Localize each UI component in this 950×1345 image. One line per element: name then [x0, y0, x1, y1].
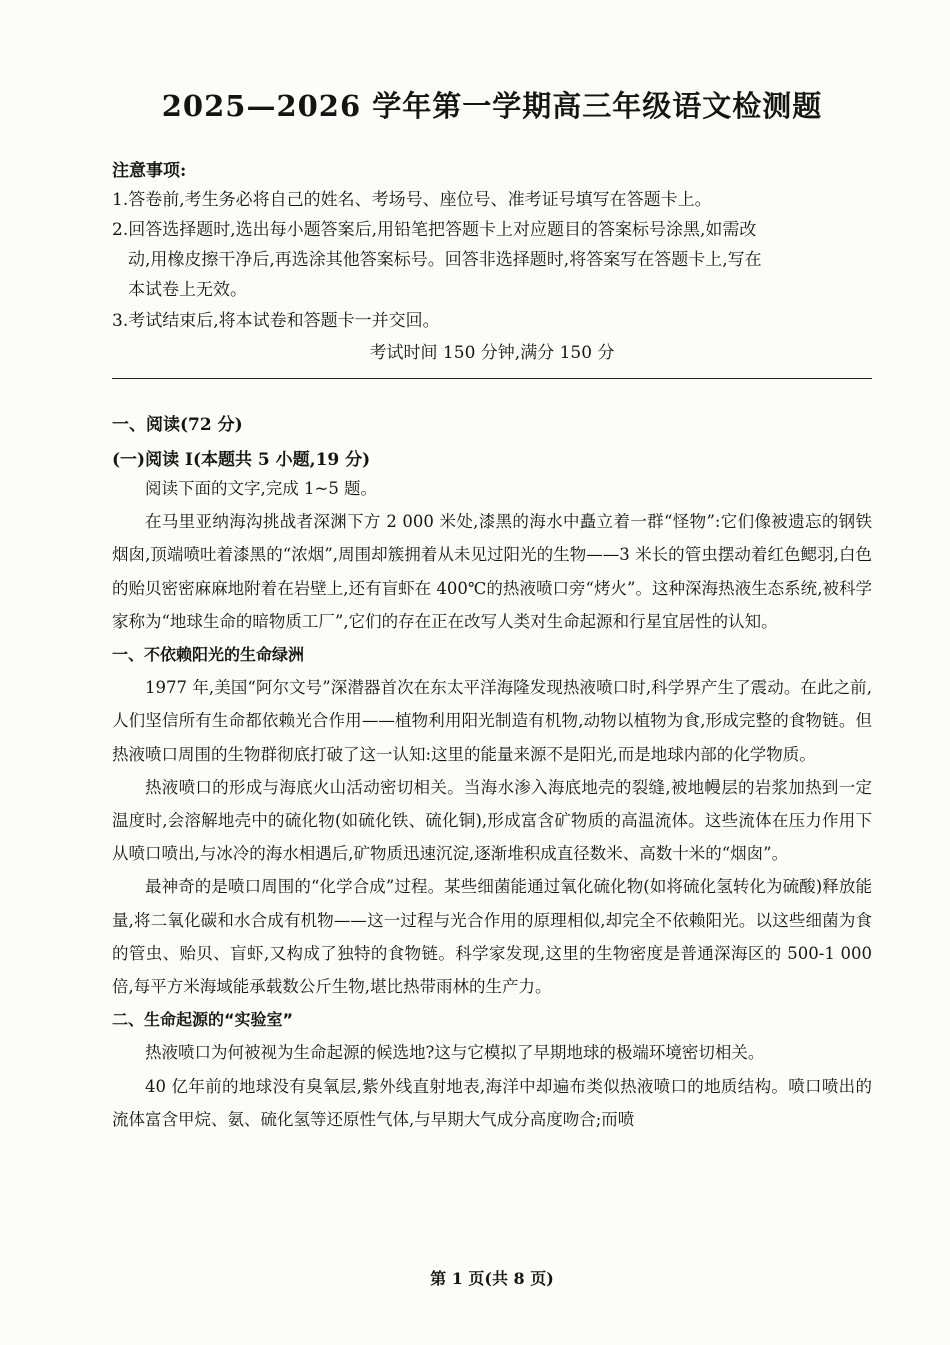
page-title: 2025—2026 学年第一学期高三年级语文检测题 [161, 89, 823, 123]
note-item-2-end: 本试卷上无效。 [128, 280, 247, 300]
page-footer: 第 1 页(共 8 页) [430, 1269, 554, 1288]
paragraph-6: 40 亿年前的地球没有臭氧层,紫外线直射地表,海洋中却遍布类似热液喷口的地质结构。喷口喷出的流体富含甲烷、氨、硫化氢等还原性气体,与早期大气成分高度吻合;而喷 [112, 1076, 872, 1129]
instruction: 阅读下面的文字,完成 1~5 题。 [145, 479, 378, 498]
divider [112, 378, 872, 379]
paragraph-4: 最神奇的是喷口周围的“化学合成”过程。某些细菌能通过氧化硫化物(如将硫化氢转化为硫酸)释放能量,将二氧化碳和水合成有机物——这一过程与光合作用的原理相似,却完全不依赖阳光。以这些细菌为食的管虫、贻贝、盲虾,又构成了独特的食物链。科学家发现,这里的生物密度是普通深海区的 500-1 000 倍,每平方米海域能承载数公斤生物,堪比热带雨林的生产力。 [112, 877, 872, 997]
note-item-3: 3.考试结束后,将本试卷和答题卡一并交回。 [112, 311, 440, 331]
paragraph-5: 热液喷口为何被视为生命起源的候选地?这与它模拟了早期地球的极端环境密切相关。 [145, 1043, 765, 1063]
notes-heading: 注意事项: [112, 161, 187, 181]
note-item-2-cont: 动,用橡皮擦干净后,再选涂其他答案标号。回答非选择题时,将答案写在答题卡上,写在 [128, 250, 762, 270]
passage-heading-2: 二、生命起源的“实验室” [112, 1010, 294, 1030]
note-item-1: 1.答卷前,考生务必将自己的姓名、考场号、座位号、准考证号填写在答题卡上。 [112, 190, 712, 210]
paragraph-2: 1977 年,美国“阿尔文号”深潜器首次在东太平洋海隆发现热液喷口时,科学界产生了震动。在此之前,人们坚信所有生命都依赖光合作用——植物利用阳光制造有机物,动物以植物为食,形成完整的食物链。但热液喷口周围的生物群彻底打破了这一认知:这里的能量来源不是阳光,而是地球内部的化学物质。 [112, 678, 872, 764]
sub-section-heading: (一)阅读 I(本题共 5 小题,19 分) [112, 450, 371, 470]
note-item-2: 2.回答选择题时,选出每小题答案后,用铅笔把答题卡上对应题目的答案标号涂黑,如需改 [112, 220, 757, 240]
section-heading: 一、阅读(72 分) [112, 415, 243, 435]
passage-heading-1: 一、不依赖阳光的生命绿洲 [112, 645, 305, 665]
paragraph-3: 热液喷口的形成与海底火山活动密切相关。当海水渗入海底地壳的裂缝,被地幔层的岩浆加热到一定温度时,会溶解地壳中的硫化物(如硫化铁、硫化铜),形成富含矿物质的高温流体。这些流体在压力作用下从喷口喷出,与冰冷的海水相遇后,矿物质迅速沉淀,逐渐堆积成直径数米、高数十米的“烟囱”。 [112, 777, 872, 864]
paragraph-1: 在马里亚纳海沟挑战者深渊下方 2 000 米处,漆黑的海水中矗立着一群“怪物”:它们像被遗忘的钢铁烟囱,顶端喷吐着漆黑的“浓烟”,周围却簇拥着从未见过阳光的生物——3 米长的管虫摆动着红色鳃羽,白色的贻贝密密麻麻地附着在岩壁上,还有盲虾在 400℃的热液喷口旁“烤火”。这种深海热液生态系统,被科学家称为“地球生命的暗物质工厂”,它们的存在正在改写人类对生命起源和行星宜居性的认知。 [112, 512, 872, 631]
exam-time: 考试时间 150 分钟,满分 150 分 [369, 343, 615, 363]
reading-passage [112, 472, 872, 1136]
